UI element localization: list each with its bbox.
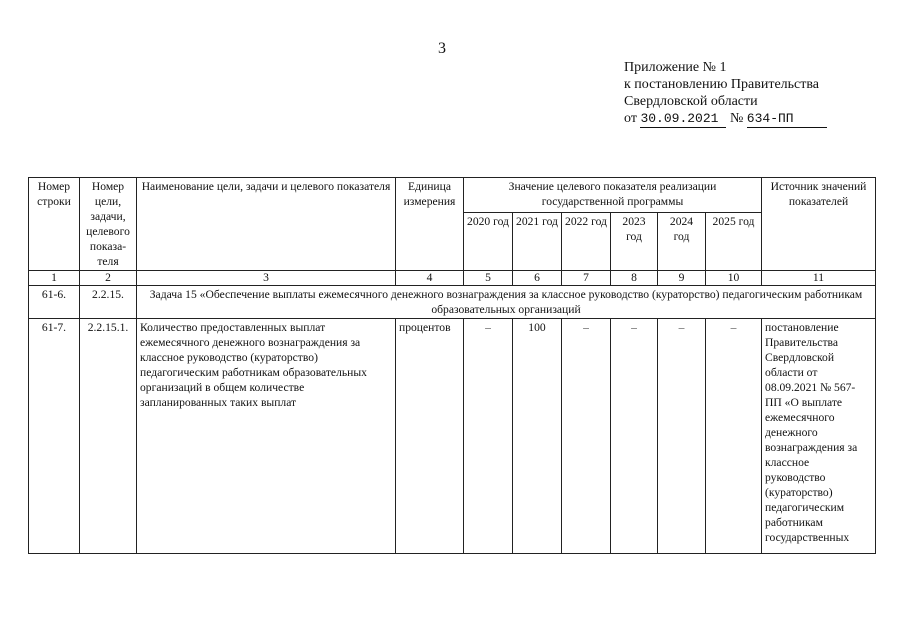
appendix-line-resolution: к постановлению Правительства [624, 77, 820, 92]
appendix-date-line [624, 110, 827, 128]
column-number: 3 [137, 271, 396, 286]
indicator-unit: процентов [396, 319, 464, 554]
column-number: 11 [762, 271, 876, 286]
indicator-value-2024: – [658, 319, 706, 554]
indicator-name: Количество предоставленных выплат ежемесячного денежного вознаграждения за классное руководство (кураторство) педагогическим работникам образовательных организаций в общем количестве запланированных таких выплат [137, 319, 396, 554]
task-row-number: 61-6. [29, 286, 80, 319]
column-number: 1 [29, 271, 80, 286]
column-number: 2 [80, 271, 137, 286]
indicator-row [29, 319, 876, 554]
appendix-title: Приложение № 1 [624, 60, 727, 75]
indicator-code: 2.2.15.1. [80, 319, 137, 554]
column-number: 5 [464, 271, 513, 286]
header-year: 2025 год [706, 213, 762, 271]
header-year: 2020 год [464, 213, 513, 271]
appendix-line-region: Свердловской области [624, 94, 758, 109]
task-text: Задача 15 «Обеспечение выплаты ежемесячного денежного вознаграждения за классное руководство (кураторство) педагогическим работникам образовательных организаций [137, 286, 876, 319]
column-number: 10 [706, 271, 762, 286]
header-name: Наименование цели, задачи и целевого показателя [137, 178, 396, 271]
header-unit: Единица измерения [396, 178, 464, 271]
header-values-group: Значение целевого показателя реализации государственной программы [464, 178, 762, 213]
column-number: 7 [562, 271, 611, 286]
indicator-value-2021: 100 [513, 319, 562, 554]
header-source: Источник значений показателей [762, 178, 876, 271]
indicator-value-2025: – [706, 319, 762, 554]
indicator-value-2020: – [464, 319, 513, 554]
column-number-row [29, 271, 876, 286]
header-year: 2021 год [513, 213, 562, 271]
header-row [29, 178, 876, 213]
resolution-date: 30.09.2021 [640, 110, 726, 128]
indicators-table [28, 177, 876, 554]
date-prefix: от [624, 111, 637, 126]
appendix-header [624, 59, 827, 128]
page-number: 3 [438, 40, 446, 57]
indicator-value-2023: – [611, 319, 658, 554]
indicator-row-number: 61-7. [29, 319, 80, 554]
indicator-source: постановление Правительства Свердловской области от 08.09.2021 № 567-ПП «О выплате ежемесячного денежного вознаграждения за классное руководство (кураторство) педагогическим работникам государственных [762, 319, 876, 554]
task-code: 2.2.15. [80, 286, 137, 319]
header-year: 2022 год [562, 213, 611, 271]
column-number: 9 [658, 271, 706, 286]
resolution-number: 634-ПП [747, 110, 827, 128]
number-prefix: № [729, 111, 744, 126]
header-row-number: Номер строки [29, 178, 80, 271]
header-goal-number: Номер цели, задачи, целевого показа-теля [80, 178, 137, 271]
column-number: 6 [513, 271, 562, 286]
header-year: 2024 год [658, 213, 706, 271]
indicator-value-2022: – [562, 319, 611, 554]
header-year: 2023 год [611, 213, 658, 271]
column-number: 4 [396, 271, 464, 286]
column-number: 8 [611, 271, 658, 286]
task-row [29, 286, 876, 319]
